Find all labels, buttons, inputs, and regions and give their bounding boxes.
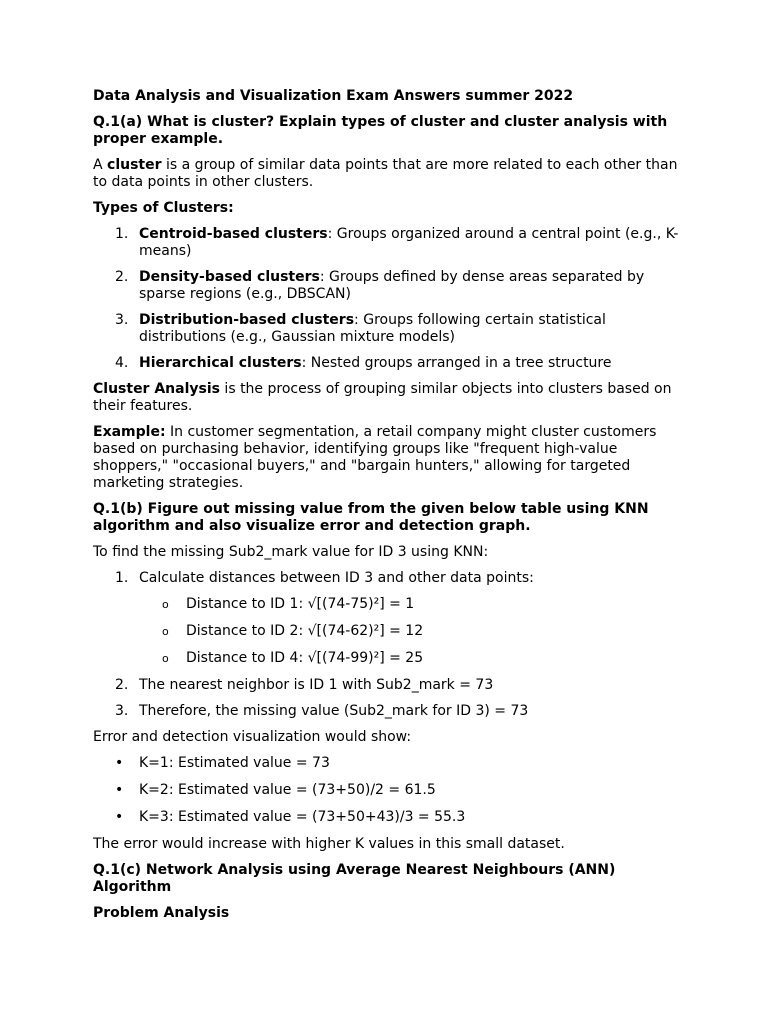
list-item [93,623,693,640]
distance-text: Distance to ID 4: √[(74-99)²] = 25 [186,650,424,666]
question-1c-heading: Q.1(c) Network Analysis using Average Nearest Neighbours (ANN) Algorithm [93,862,616,895]
question-1b-heading: Q.1(b) Figure out missing value from the given below table using KNN algorithm and also visualize error and detection graph. [93,501,649,534]
conclusion-text: The error would increase with higher K values in this small dataset. [93,836,565,852]
list-item [93,226,693,260]
types-heading: Types of Clusters: [93,200,234,216]
list-item [93,269,693,303]
list-number: 2. [115,677,129,693]
document-body [93,88,693,931]
list-item [93,703,693,720]
document-title: Data Analysis and Visualization Exam Answers summer 2022 [93,88,574,104]
cluster-analysis-paragraph [93,381,693,415]
knn-intro: To find the missing Sub2_mark value for ID 3 using KNN: [93,544,489,560]
knn-steps-list [93,570,693,587]
definition-text: is a group of similar data points that are more related to each other than to data points in other clusters. [93,157,678,190]
distance-text: Distance to ID 2: √[(74-62)²] = 12 [186,623,424,639]
list-item [93,809,693,826]
list-number: 1. [115,570,129,586]
list-number: 3. [115,312,129,328]
k-value-text: K=2: Estimated value = (73+50)/2 = 61.5 [139,782,436,798]
type-desc: : Groups defined by dense areas separated by sparse regions (e.g., DBSCAN) [139,269,645,302]
type-term: Density-based clusters [139,269,320,285]
list-item [93,755,693,772]
circle-bullet-icon: o [162,625,169,638]
bullet-icon: • [115,755,124,771]
distance-text: Distance to ID 1: √[(74-75)²] = 1 [186,596,415,612]
question-1a-heading: Q.1(a) What is cluster? Explain types of cluster and cluster analysis with proper example. [93,114,668,147]
problem-analysis-heading: Problem Analysis [93,905,230,921]
list-item [93,355,693,372]
type-term: Hierarchical clusters [139,355,302,371]
list-number: 2. [115,269,129,285]
list-number: 4. [115,355,129,371]
type-desc: : Nested groups arranged in a tree structure [301,355,612,371]
list-item [93,312,693,346]
k-value-text: K=1: Estimated value = 73 [139,755,330,771]
bullet-icon: • [115,782,124,798]
type-term: Centroid-based clusters [139,226,328,242]
circle-bullet-icon: o [162,598,169,611]
distances-list [93,596,693,667]
k-values-list [93,755,693,826]
circle-bullet-icon: o [162,652,169,665]
cluster-definition [93,157,693,191]
step-text: The nearest neighbor is ID 1 with Sub2_mark = 73 [139,677,494,693]
type-desc: : Groups organized around a central point (e.g., K-means) [139,226,679,259]
list-item [93,650,693,667]
list-number: 1. [115,226,129,242]
list-item [93,782,693,799]
k-value-text: K=3: Estimated value = (73+50+43)/3 = 55.3 [139,809,466,825]
analysis-term: Cluster Analysis [93,381,220,397]
type-term: Distribution-based clusters [139,312,355,328]
definition-term: cluster [107,157,162,173]
list-item [93,677,693,694]
list-item [93,596,693,613]
step-text: Therefore, the missing value (Sub2_mark for ID 3) = 73 [139,703,529,719]
definition-prefix: A [93,157,108,173]
example-paragraph [93,424,693,492]
example-text: In customer segmentation, a retail company might cluster customers based on purchasing behavior, identifying groups like "frequent high-value shoppers," "occasional buyers," and "bargain hunters," allowing for targeted marketing strategies. [93,424,657,491]
example-term: Example: [93,424,166,440]
cluster-types-list [93,226,693,372]
type-desc: : Groups following certain statistical distributions (e.g., Gaussian mixture models) [139,312,606,345]
analysis-text: is the process of grouping similar objects into clusters based on their features. [93,381,672,414]
visualization-intro: Error and detection visualization would show: [93,729,412,745]
bullet-icon: • [115,809,124,825]
knn-steps-list-continued [93,677,693,720]
list-item [93,570,693,587]
list-number: 3. [115,703,129,719]
step-text: Calculate distances between ID 3 and other data points: [139,570,534,586]
